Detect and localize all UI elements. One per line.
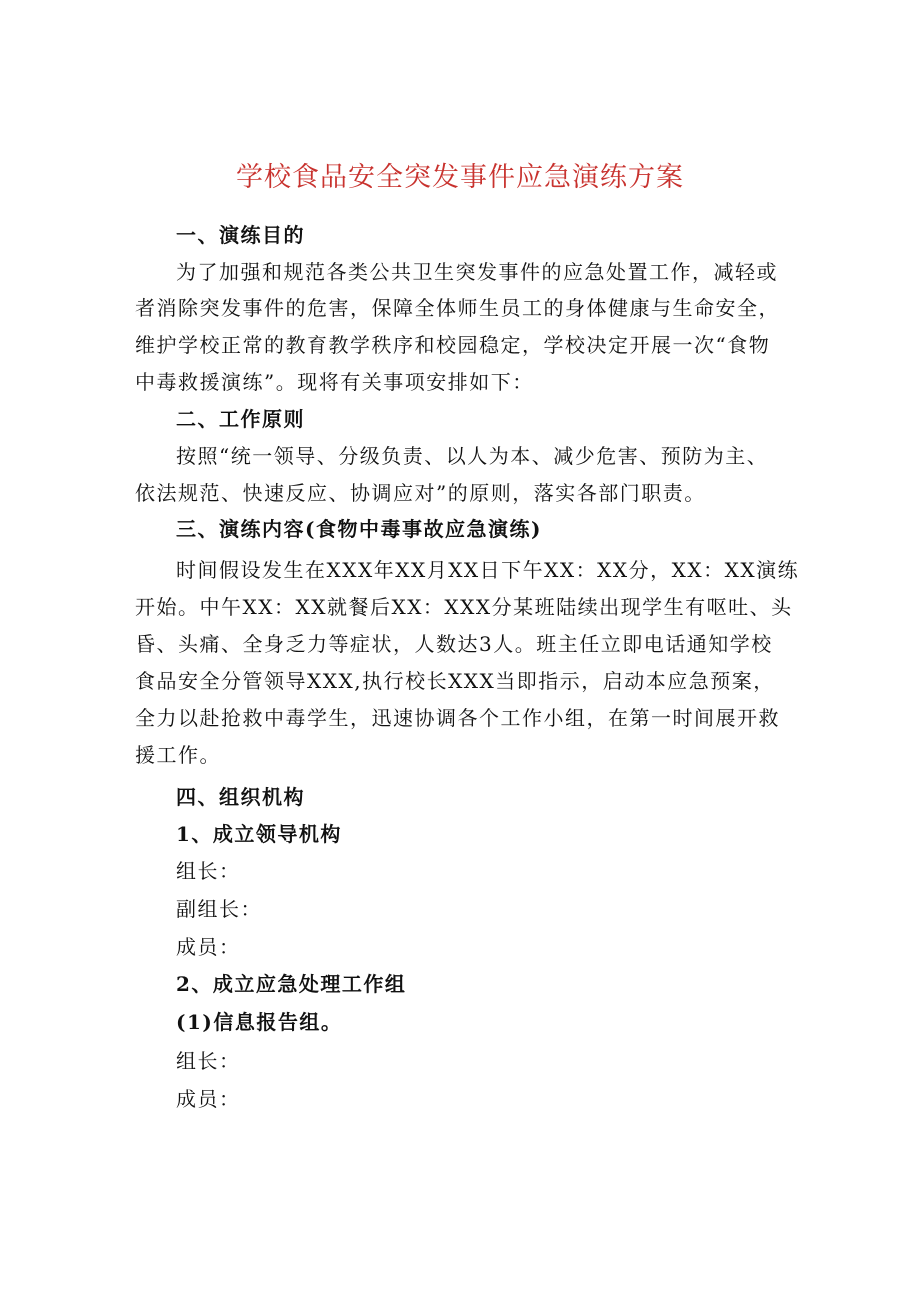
deputy-leader-label: 副组长： <box>176 897 262 921</box>
section2-heading: 二、工作原则 <box>176 407 305 431</box>
section2-line: 依法规范、快速反应、协调应对”的原则，落实各部门职责。 <box>135 481 706 505</box>
section3-line: 食品安全分管领导XXX,执行校长XXX当即指示，启动本应急预案， <box>135 669 775 693</box>
info-report-group-heading: (1)信息报告组。 <box>176 1010 343 1034</box>
section3-line: 全力以赴抢救中毒学生，迅速协调各个工作小组，在第一时间展开救 <box>135 706 780 730</box>
members-label: 成员： <box>176 935 241 959</box>
section4-heading: 四、组织机构 <box>176 785 305 809</box>
section4-sub1-heading: 1、成立领导机构 <box>176 822 342 846</box>
section3-heading: 三、演练内容(食物中毒事故应急演练) <box>176 517 542 541</box>
document-title: 学校食品安全突发事件应急演练方案 <box>236 162 684 193</box>
section3-line: 援工作。 <box>135 743 221 767</box>
group-members-label: 成员： <box>176 1087 241 1111</box>
section4-sub2-heading: 2、成立应急处理工作组 <box>176 972 407 996</box>
group-leader-label: 组长： <box>176 1049 241 1073</box>
section3-line: 时间假设发生在XXX年XX月XX日下午XX：XX分，XX：XX演练 <box>176 558 800 582</box>
section2-line: 按照“统一领导、分级负责、以人为本、减少危害、预防为主、 <box>176 444 769 468</box>
section1-line: 为了加强和规范各类公共卫生突发事件的应急处置工作，减轻或 <box>176 260 778 284</box>
section3-line: 昏、头痛、全身乏力等症状，人数达3人。班主任立即电话通知学校 <box>135 632 773 656</box>
section1-line: 者消除突发事件的危害，保障全体师生员工的身体健康与生命安全， <box>135 296 780 320</box>
section1-line: 维护学校正常的教育教学秩序和校园稳定，学校决定开展一次“食物 <box>135 333 771 357</box>
leader-label: 组长： <box>176 859 241 883</box>
section1-line: 中毒救援演练”。现将有关事项安排如下： <box>135 370 534 394</box>
section1-heading: 一、演练目的 <box>176 223 305 247</box>
section3-line: 开始。中午XX：XX就餐后XX：XXX分某班陆续出现学生有呕吐、头 <box>135 595 793 619</box>
